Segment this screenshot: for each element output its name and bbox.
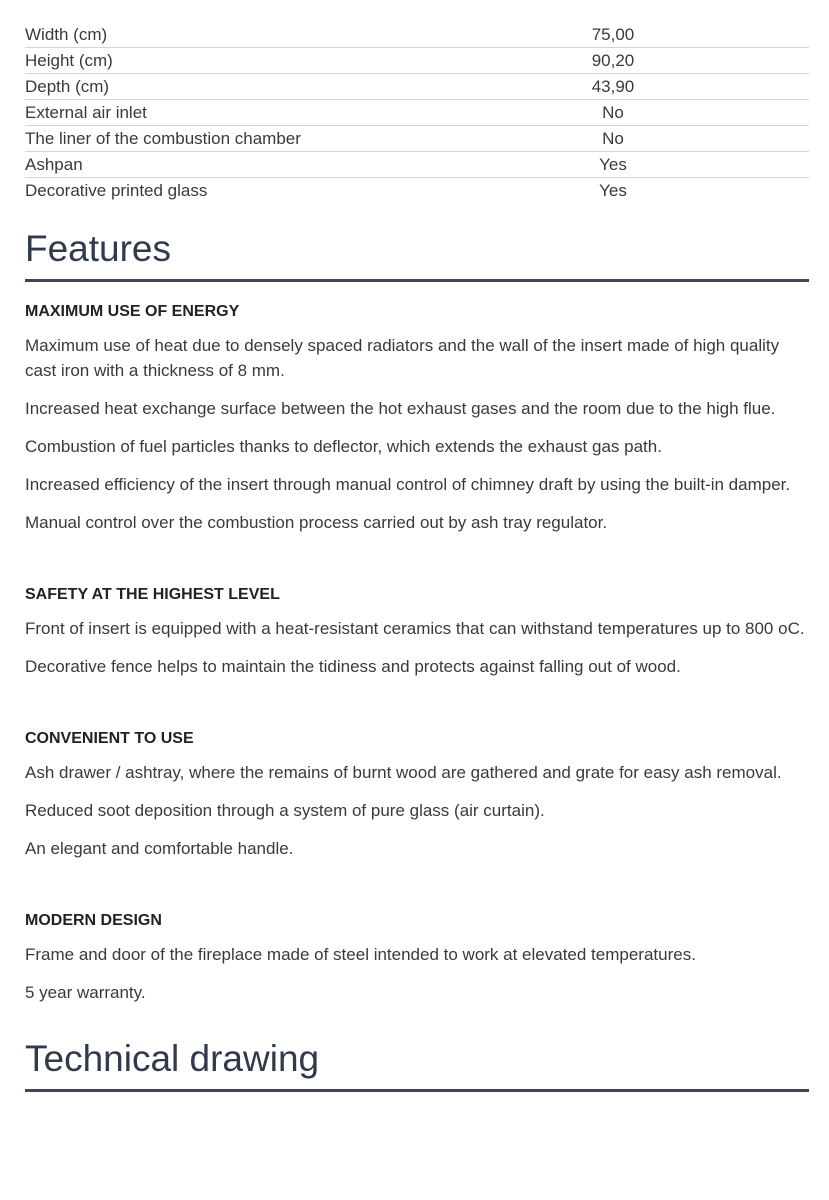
spec-spacer: [681, 152, 809, 178]
spec-label: Ashpan: [25, 155, 83, 174]
spec-spacer: [681, 178, 809, 204]
table-row: [25, 48, 809, 74]
feature-paragraph: Increased heat exchange surface between the hot exhaust gases and the room due to the high flue.: [25, 399, 776, 418]
product-details: [25, 0, 809, 1092]
spec-value: 90,20: [591, 51, 635, 70]
feature-paragraph: An elegant and comfortable handle.: [25, 839, 294, 858]
spec-table: [25, 22, 809, 203]
feature-paragraph: Front of insert is equipped with a heat-resistant ceramics that can withstand temperatures up to 800 oC.: [25, 619, 805, 638]
spec-value: No: [602, 129, 624, 148]
spec-value: 43,90: [591, 77, 635, 96]
spec-label: Height (cm): [25, 51, 113, 70]
spec-value: Yes: [599, 181, 627, 200]
spec-spacer: [681, 126, 809, 152]
features-title: Features: [25, 228, 809, 282]
feature-paragraph: Maximum use of heat due to densely spaced radiators and the wall of the insert made of high quality cast iron with a thickness of 8 mm.: [25, 336, 780, 380]
table-row: [25, 74, 809, 100]
feature-section-convenience: [25, 730, 809, 861]
feature-heading: MODERN DESIGN: [25, 912, 162, 929]
table-row: [25, 22, 809, 48]
feature-paragraph: Combustion of fuel particles thanks to deflector, which extends the exhaust gas path.: [25, 437, 662, 456]
spec-spacer: [681, 100, 809, 126]
feature-heading: SAFETY AT THE HIGHEST LEVEL: [25, 586, 280, 603]
spec-spacer: [681, 48, 809, 74]
feature-section-design: [25, 912, 809, 1005]
spec-label: Width (cm): [25, 25, 108, 44]
feature-paragraph: Reduced soot deposition through a system of pure glass (air curtain).: [25, 801, 545, 820]
spec-value: 75,00: [591, 25, 635, 44]
table-row: [25, 126, 809, 152]
feature-paragraph: Decorative fence helps to maintain the tidiness and protects against falling out of wood.: [25, 657, 681, 676]
feature-paragraph: Manual control over the combustion process carried out by ash tray regulator.: [25, 513, 608, 532]
feature-paragraph: 5 year warranty.: [25, 983, 146, 1002]
feature-paragraph: Frame and door of the fireplace made of steel intended to work at elevated temperatures.: [25, 945, 696, 964]
table-row: [25, 100, 809, 126]
feature-section-safety: [25, 586, 809, 679]
spec-label: External air inlet: [25, 103, 147, 122]
feature-heading: MAXIMUM USE OF ENERGY: [25, 303, 240, 320]
spec-label: Decorative printed glass: [25, 181, 208, 200]
spec-label: The liner of the combustion chamber: [25, 129, 301, 148]
spec-spacer: [681, 74, 809, 100]
feature-paragraph: Ash drawer / ashtray, where the remains of burnt wood are gathered and grate for easy ash removal.: [25, 763, 782, 782]
feature-paragraph: Increased efficiency of the insert through manual control of chimney draft by using the built-in damper.: [25, 475, 791, 494]
technical-drawing-title: Technical drawing: [25, 1038, 809, 1092]
feature-section-energy: [25, 303, 809, 535]
table-row: [25, 152, 809, 178]
spec-spacer: [681, 22, 809, 48]
spec-value: Yes: [599, 155, 627, 174]
feature-heading: CONVENIENT TO USE: [25, 730, 194, 747]
table-row: [25, 178, 809, 204]
spec-value: No: [602, 103, 624, 122]
spec-label: Depth (cm): [25, 77, 110, 96]
